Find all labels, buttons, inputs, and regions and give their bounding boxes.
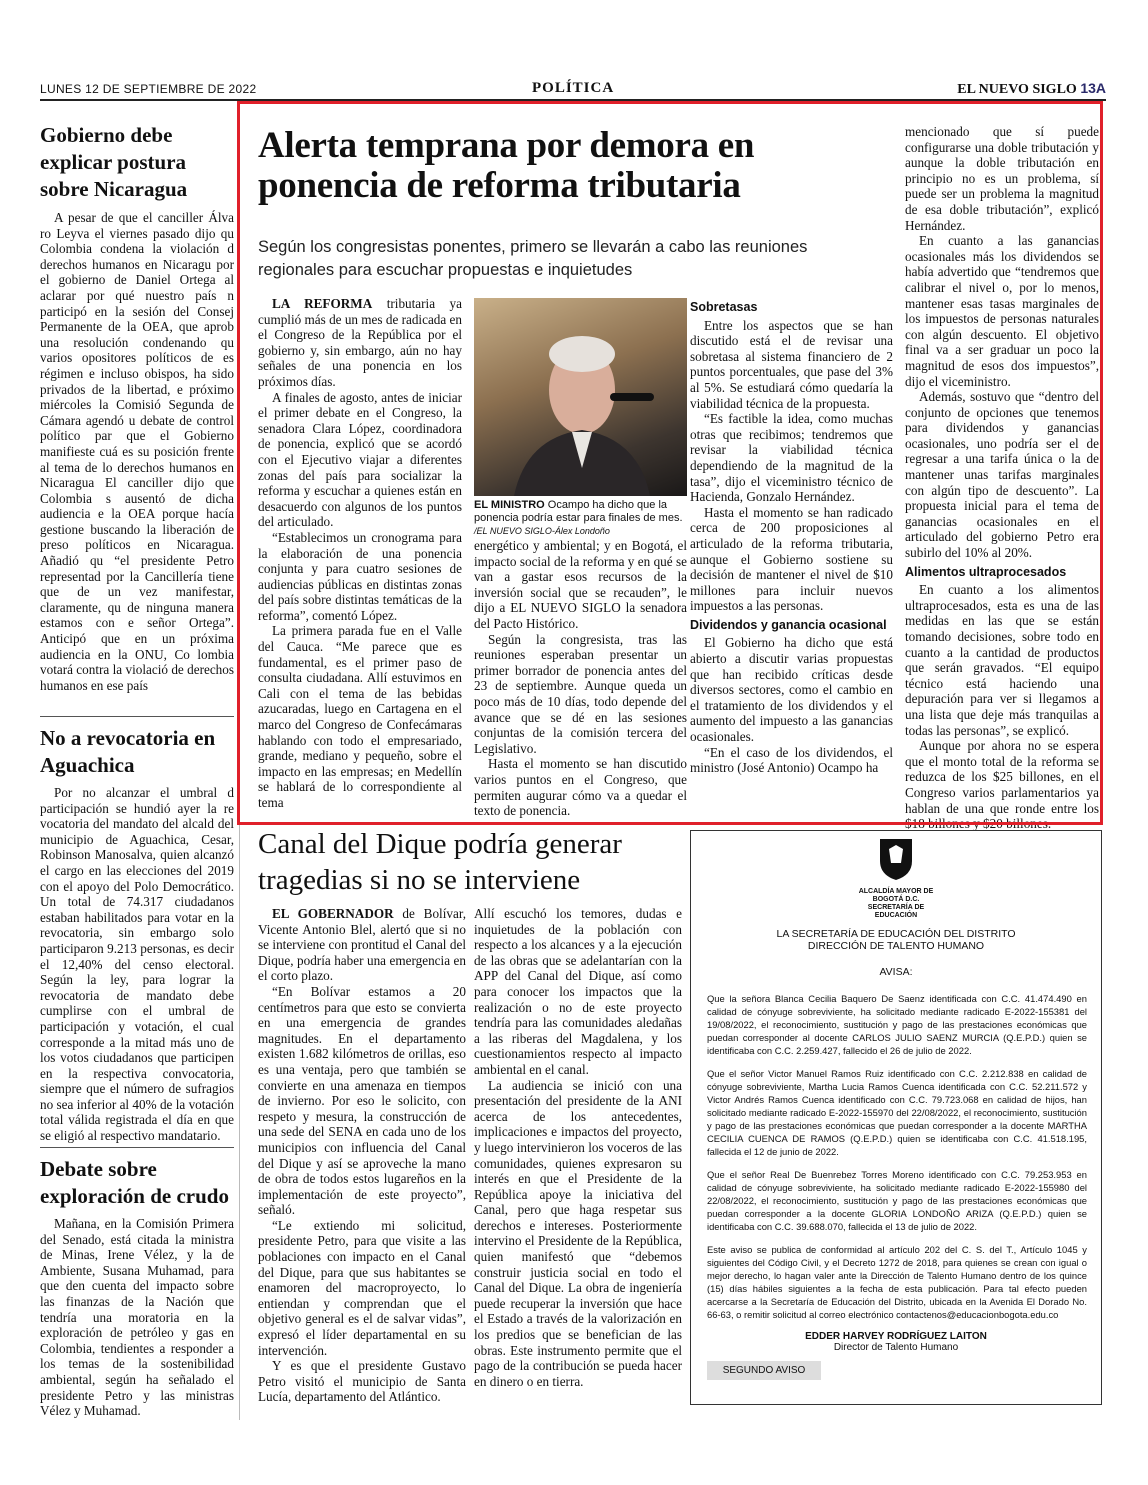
notice-logo: [691, 837, 1101, 920]
main-headline: Alerta temprana por demora en ponencia de reforma tributaria: [258, 125, 755, 206]
notice-avisa: AVISA:: [879, 966, 913, 978]
section-name: POLÍTICA: [532, 80, 615, 96]
main-subtitle: Según los congresistas ponentes, primero se llevarán a cabo las reuniones regionales para escuchar propuestas e inquietudes: [258, 238, 808, 279]
notice-org: LA SECRETARÍA DE EDUCACIÓN DEL DISTRITO: [776, 928, 1016, 940]
notice-dept: DIRECCIÓN DE TALENTO HUMANO: [807, 940, 985, 952]
canal-col-2: Allí escuchó los temores, dudas e inquietudes de la población con respecto a los alcances y a la ejecución de las obras que se adelantarían con la APP del Canal del Dique, así como para conocer los impactos que la realización o no de este proyecto tendría para las comunidades aledañas a las riberas del Magdalena, y los cuestionamientos respecto al impacto ambiental en el canal. La audiencia se inició con una presentación del presidente de la ANI acerca de los antecedentes, implicaciones e impactos del proyecto, y luego intervinieron los voceros de las comunidades, quienes expresaron su interés en que el Presidente de la República apoye la iniciativa del Canal, pero que haga respetar sus derechos e intereses. Posteriormente intervino el Presidente de la República, quien manifestó que “debemos construir justicia social en todo el Canal del Dique. La obra de ingeniería puede recuperar la inversión que hace el Estado a través de la valorización en los predios que se benefician de las obras. Este instrumento permite que el pago de la contribución se pueda hacer en dinero o en tierra.: [474, 906, 682, 1389]
side-article-3-title: Debate sobre exploración de crudo: [40, 1157, 229, 1208]
subhead-dividendos: Dividendos y ganancia ocasional: [690, 617, 887, 632]
notice-logo-text: ALCALDÍA MAYOR DE BOGOTÁ D.C. SECRETARÍA DE EDUCACIÓN: [858, 888, 934, 919]
side-article-1-body: A pesar de que el canciller Álva ro Leyva el viernes pasado dijo qu Colombia condena la violación d derechos humanos en Nicaragu por el gobierno de Daniel Ortega al aclarar por qué nuestro país n participó en la sesión del Consej Permanente de la OEA, que aprob una resolución condenando qu varios opositores políticos de es régimen e incluso obispos, ha sido privados de la libertad, e próximo miércoles la Comisió Segunda de Cámara agendó u debate de control político par que el Gobierno manifieste cuá es su posición frente al tema de lo derechos humanos en Nicaragua El canciller dijo que Colombia s ausentó de dicha audiencia e la OEA porque hacía gestione buscando la liberación de preso políticos en Nicaragua. Añadió qu “el presidente Petro representad por la Cancillería tiene que de un vez manifestar, claramente, qu de ninguna manera estamos con e señor Ortega”. Anticipó que en un próxima audiencia en la ONU, Co lombia votará contra la violació de derechos humanos en ese país: [40, 210, 234, 693]
issue-date: LUNES 12 DE SEPTIEMBRE DE 2022: [40, 82, 257, 96]
notice-badge: SEGUNDO AVISO: [707, 1361, 821, 1380]
canal-headline: Canal del Dique podría generar tragedias si no se interviene: [258, 828, 622, 896]
main-col-1: LA REFORMA tributaria ya cumplió más de un mes de radicada en el Congreso de la República por el gobierno y, sin embargo, aún no hay señales de una ponencia en los próximos días. A finales de agosto, antes de iniciar el primer debate en el Congreso, la senadora Clara López, coordinadora de ponencia, explicó que se acordó con el Ejecutivo viajar a diferentes zonas del país para socializar la reforma y escuchar a quienes están en desacuerdo con algunos de los puntos del articulado. “Establecimos un cronograma para la elaboración de una ponencia conjunta y para cuatro sesiones de audiencias públicas en distintas zonas del país sobre distintas temáticas de la reforma”, comentó López. La primera parada fue en el Valle del Cauca. “Me parece que es fundamental, es el primer paso de consulta ciudadana. Allí estuvimos en Cali con el tema de las bebidas azucaradas, luego en Cartagena en el marco del Congreso de Confecámaras hablando con todo el empresariado, grande, mediano y pequeño, sobre el impacto en las empresas; en Medellín se hablará de lo correspondiente al tema: [258, 296, 462, 810]
side-article-2-title: No a revocatoria en Aguachica: [40, 726, 216, 777]
page-number: 13A: [1080, 80, 1106, 96]
subhead-sobretasas: Sobretasas: [690, 300, 758, 314]
public-notice: [690, 830, 1102, 1405]
main-col-2: energético y ambiental; y en Bogotá, el impacto social de la reforma y en qué se van a gastar esos recursos de la inversión social que se recauden”, le dijo a EL NUEVO SIGLO la senadora del Pacto Histórico. Según la congresista, tras las reuniones esperaban presentar un primer borrador de ponencia antes del 23 de septiembre. Aunque queda un poco más de 10 días, todo depende del avance que se dé en las sesiones conjuntas de la comisión tercera del Legislativo. Hasta el momento se han discutido varios puntos en el Congreso, que permiten augurar cómo va a quedar el texto de ponencia.: [474, 538, 687, 819]
notice-paragraph: Que la señora Blanca Cecilia Baquero De Saenz identificada con C.C. 41.474.490 en calidad de cónyuge sobreviviente, ha solicitado mediante radicado E-2022-155381 del 19/08/2022, el reconocimiento, sustitución y pago de las prestaciones económicas que puedan corresponder al docente CARLOS JULIO SAENZ MURCIA (Q.E.P.D.) quien se identificaba con C.C. 2.259.427, fallecido el 26 de julio de 2022.: [707, 993, 1087, 1056]
notice-paragraph: Que el señor Victor Manuel Ramos Ruiz identificado con C.C. 2.212.838 en calidad de cónyuge sobreviviente, Martha Lucia Ramos Cuenca identificada con C.C. 52.211.572 y Victor Andrés Ramos Cuenca identificado con C.C. 79.723.068 en calidad de hijos, han solicitado mediante radicado E-2022-155970 del 22/08/2022, el reconocimiento, sustitución y pago de las prestaciones económicas que puedan corresponder a la docente MARTHA CECILIA CUENCA DE RAMOS (Q.E.P.D.) quien se identificaba con C.C. 41.518.195, fallecida el 12 de junio de 2022.: [707, 1068, 1087, 1157]
main-lead: LA REFORMA tributaria ya cumplió más de un mes de radicada en el Congreso de la República por el gobierno y, sin embargo, aún no hay señales de una ponencia en los próximos días.: [258, 296, 462, 389]
photo-caption: EL MINISTRO Ocampo ha dicho que la ponencia podría estar para finales de mes. /EL NUEVO SIGLO-Álex Londoño: [474, 499, 683, 536]
brand-name: EL NUEVO SIGLO: [957, 82, 1077, 97]
notice-signer-title: Director de Talento Humano: [833, 1342, 959, 1353]
side-article-2-body: Por no alcanzar el umbral d participación se hundió ayer la re vocatoria del mandato del alcald del municipio de Aguachica, Cesar, Robinson Manosalva, quien alcanzó el cargo en las elecciones del 2019 con el apoyo del Polo Democrático. Un total de 74.317 ciudadanos estaban habilitados para votar en la revocatoria, sin embargo solo participaron 9.213 personas, es decir el 12,40% del censo electoral. Según la ley, para lograr la revocatoria de mandato debe cumplirse con el umbral de participación y votación, el cual corresponde a la mitad más uno de los votos ciudadanos que participen en la respectiva convocatoria, siempre que el número de sufragios no sea inferior al 40% de la votación total válida registrada el día en que se eligió al respectivo mandatario.: [40, 785, 234, 1144]
side-article-3-body: Mañana, en la Comisión Primera del Senado, está citada la ministra de Minas, Irene Vélez, y la de Ambiente, Susana Muhamad, para que den cuenta del impacto sobre las finanzas de la Nación que tendría una moratoria en la exploración de petróleo y gas en Colombia, tendientes a responder a los temas de la sostenibilidad ambiental, según ha señalado el presidente Petro y las ministras Vélez y Muhamad.: [40, 1216, 234, 1419]
side-column: [40, 122, 234, 1419]
notice-paragraph: Que el señor Real De Buenrebez Torres Moreno identificado con C.C. 79.253.953 en calidad de cónyuge sobreviviente, ha solicitado mediante radicado E-2022-155980 del 22/08/2022, el reconocimiento, sustitución y pago de las prestaciones económicas que puedan corresponder a la docente GLORIA LONDOÑO ARIZA (Q.E.P.D.) quien se identificaba con C.C. 39.688.070, fallecida el 13 de julio de 2022.: [707, 1169, 1087, 1232]
masthead: [957, 80, 1106, 98]
side-divider: [40, 1147, 234, 1148]
canal-col-1: EL GOBERNADOR de Bolívar, Vicente Antonio Blel, alertó que si no se interviene con prontitud el Canal del Dique, podría haber una emergencia en el corto plazo. “En Bolívar estamos a 20 centímetros para que esto se convierta en una emergencia de grandes magnitudes. En el departamento existen 1.682 kilómetros de orillas, eso es una ventaja, pero que también se convierte en una amenaza en tiempos de invierno. Por eso le solicito, con respeto y mesura, la construcción de una sede del SENA en cada uno de los municipios con influencia del Canal del Dique y así se aproveche la mano de obra de todos estos lugareños en la implementación de este proyecto”, señaló. “Le extiendo mi solicitud, presidente Petro, para que visite a las poblaciones con impacto en el Canal del Dique, para que sus habitantes se enamoren del macroproyecto, lo entiendan y comprendan que el objetivo general es el de salvar vidas”, expresó el líder departamental en su intervención. Y es que el presidente Gustavo Petro visitó el municipio de Santa Lucía, departamento del Atlántico.: [258, 906, 466, 1405]
photo-credit: /EL NUEVO SIGLO-Álex Londoño: [474, 526, 610, 536]
notice-paragraph: Este aviso se publica de conformidad al artículo 202 del C. S. del T., Artículo 1045 y siguientes del Código Civil, y el Decreto 1272 de 2018, para quienes se crean con igual o mejor derecho, lo hagan valer ante la Dirección de Talento Humano dentro de los quince (15) días hábiles siguientes a la fecha de esta publicación. Para tal efecto pueden acercarse a la Secretaría de Educación del Distrito, ubicada en la Avenida El Dorado No. 66-63, o remitir solicitud al correo electrónico contactenos@educacionbogota.edu.co: [707, 1244, 1087, 1320]
main-col-3: Sobretasas Entre los aspectos que se han discutido está el de revisar una sobretasa al sistema financiero de 2 puntos porcentuales, que pase del 3% al 5%. Se estudiará cómo quedaría la viabilidad técnica de la propuesta. “Es factible la idea, como muchas otras que recibimos; tendremos que revisar la viabilidad técnica dependiendo de la magnitud de la tasa”, dijo el viceministro técnico de Hacienda, Gonzalo Hernández. Hasta el momento se han radicado cerca de 200 proposiciones al articulado de la reforma tributaria, aunque el Gobierno sostiene su decisión de mantener el nivel de $10 millones para incluir nuevos impuestos a las personas. Dividendos y ganancia ocasional El Gobierno ha dicho que está abierto a discutir varias propuestas que han recibido críticas desde diversos sectores, como el cambio en el tratamiento de los dividendos y el aumento del impuesto a las ganancias ocasionales. “En el caso de los dividendos, el ministro (José Antonio) Ocampo ha: [690, 300, 893, 776]
subhead-alimentos: Alimentos ultraprocesados: [905, 564, 1067, 579]
highlight-box: [237, 101, 1103, 832]
side-divider: [40, 716, 234, 717]
notice-signer: EDDER HARVEY RODRÍGUEZ LAITON: [805, 1331, 987, 1342]
main-col-4: mencionado que sí puede configurarse una doble tributación y aunque la doble tributación en principio no es un problema, sí puede ser un problema la magnitud de esa doble tributación”, explicó Hernández. En cuanto a las ganancias ocasionales más los dividendos se había advertido que “tendremos que calibrar el nivel o, por lo menos, mantener esas tasas marginales de los impuestos de personas naturales con algún descuento. El objetivo final va a ser graduar un poco la magnitud de esos dos impuestos”, dijo el viceministro. Además, sostuvo que “dentro del conjunto de opciones que tenemos para dividendos y ganancias ocasionales, uno podría ser el de regresar a una tarifa única o la de mantener unas tarifas marginales con algún tipo de descuento”. La propuesta inicial para el tema de ganancias ocasionales en el articulado del gobierno Petro era subirlo del 10% al 20%. Alimentos ultraprocesados En cuanto a los alimentos ultraprocesados, esta es una de las medidas en las que se están tomando decisiones, sobre todo en cuanto a la cantidad de productos que serán gravados. “El equipo técnico está haciendo una depuración para ver si llegamos a una lista que deje más tranquilas a todas las personas”, se explicó. Aunque por ahora no se espera que el monto total de la reforma se reduzca de los $25 billones, en el Congreso varios parlamentarios ya hablan de una que ronde entre los $18 billones y $20 billones.: [905, 124, 1099, 832]
coat-of-arms-icon: [876, 837, 916, 881]
side-article-1-title: Gobierno debe explicar postura sobre Nicaragua: [40, 123, 188, 201]
